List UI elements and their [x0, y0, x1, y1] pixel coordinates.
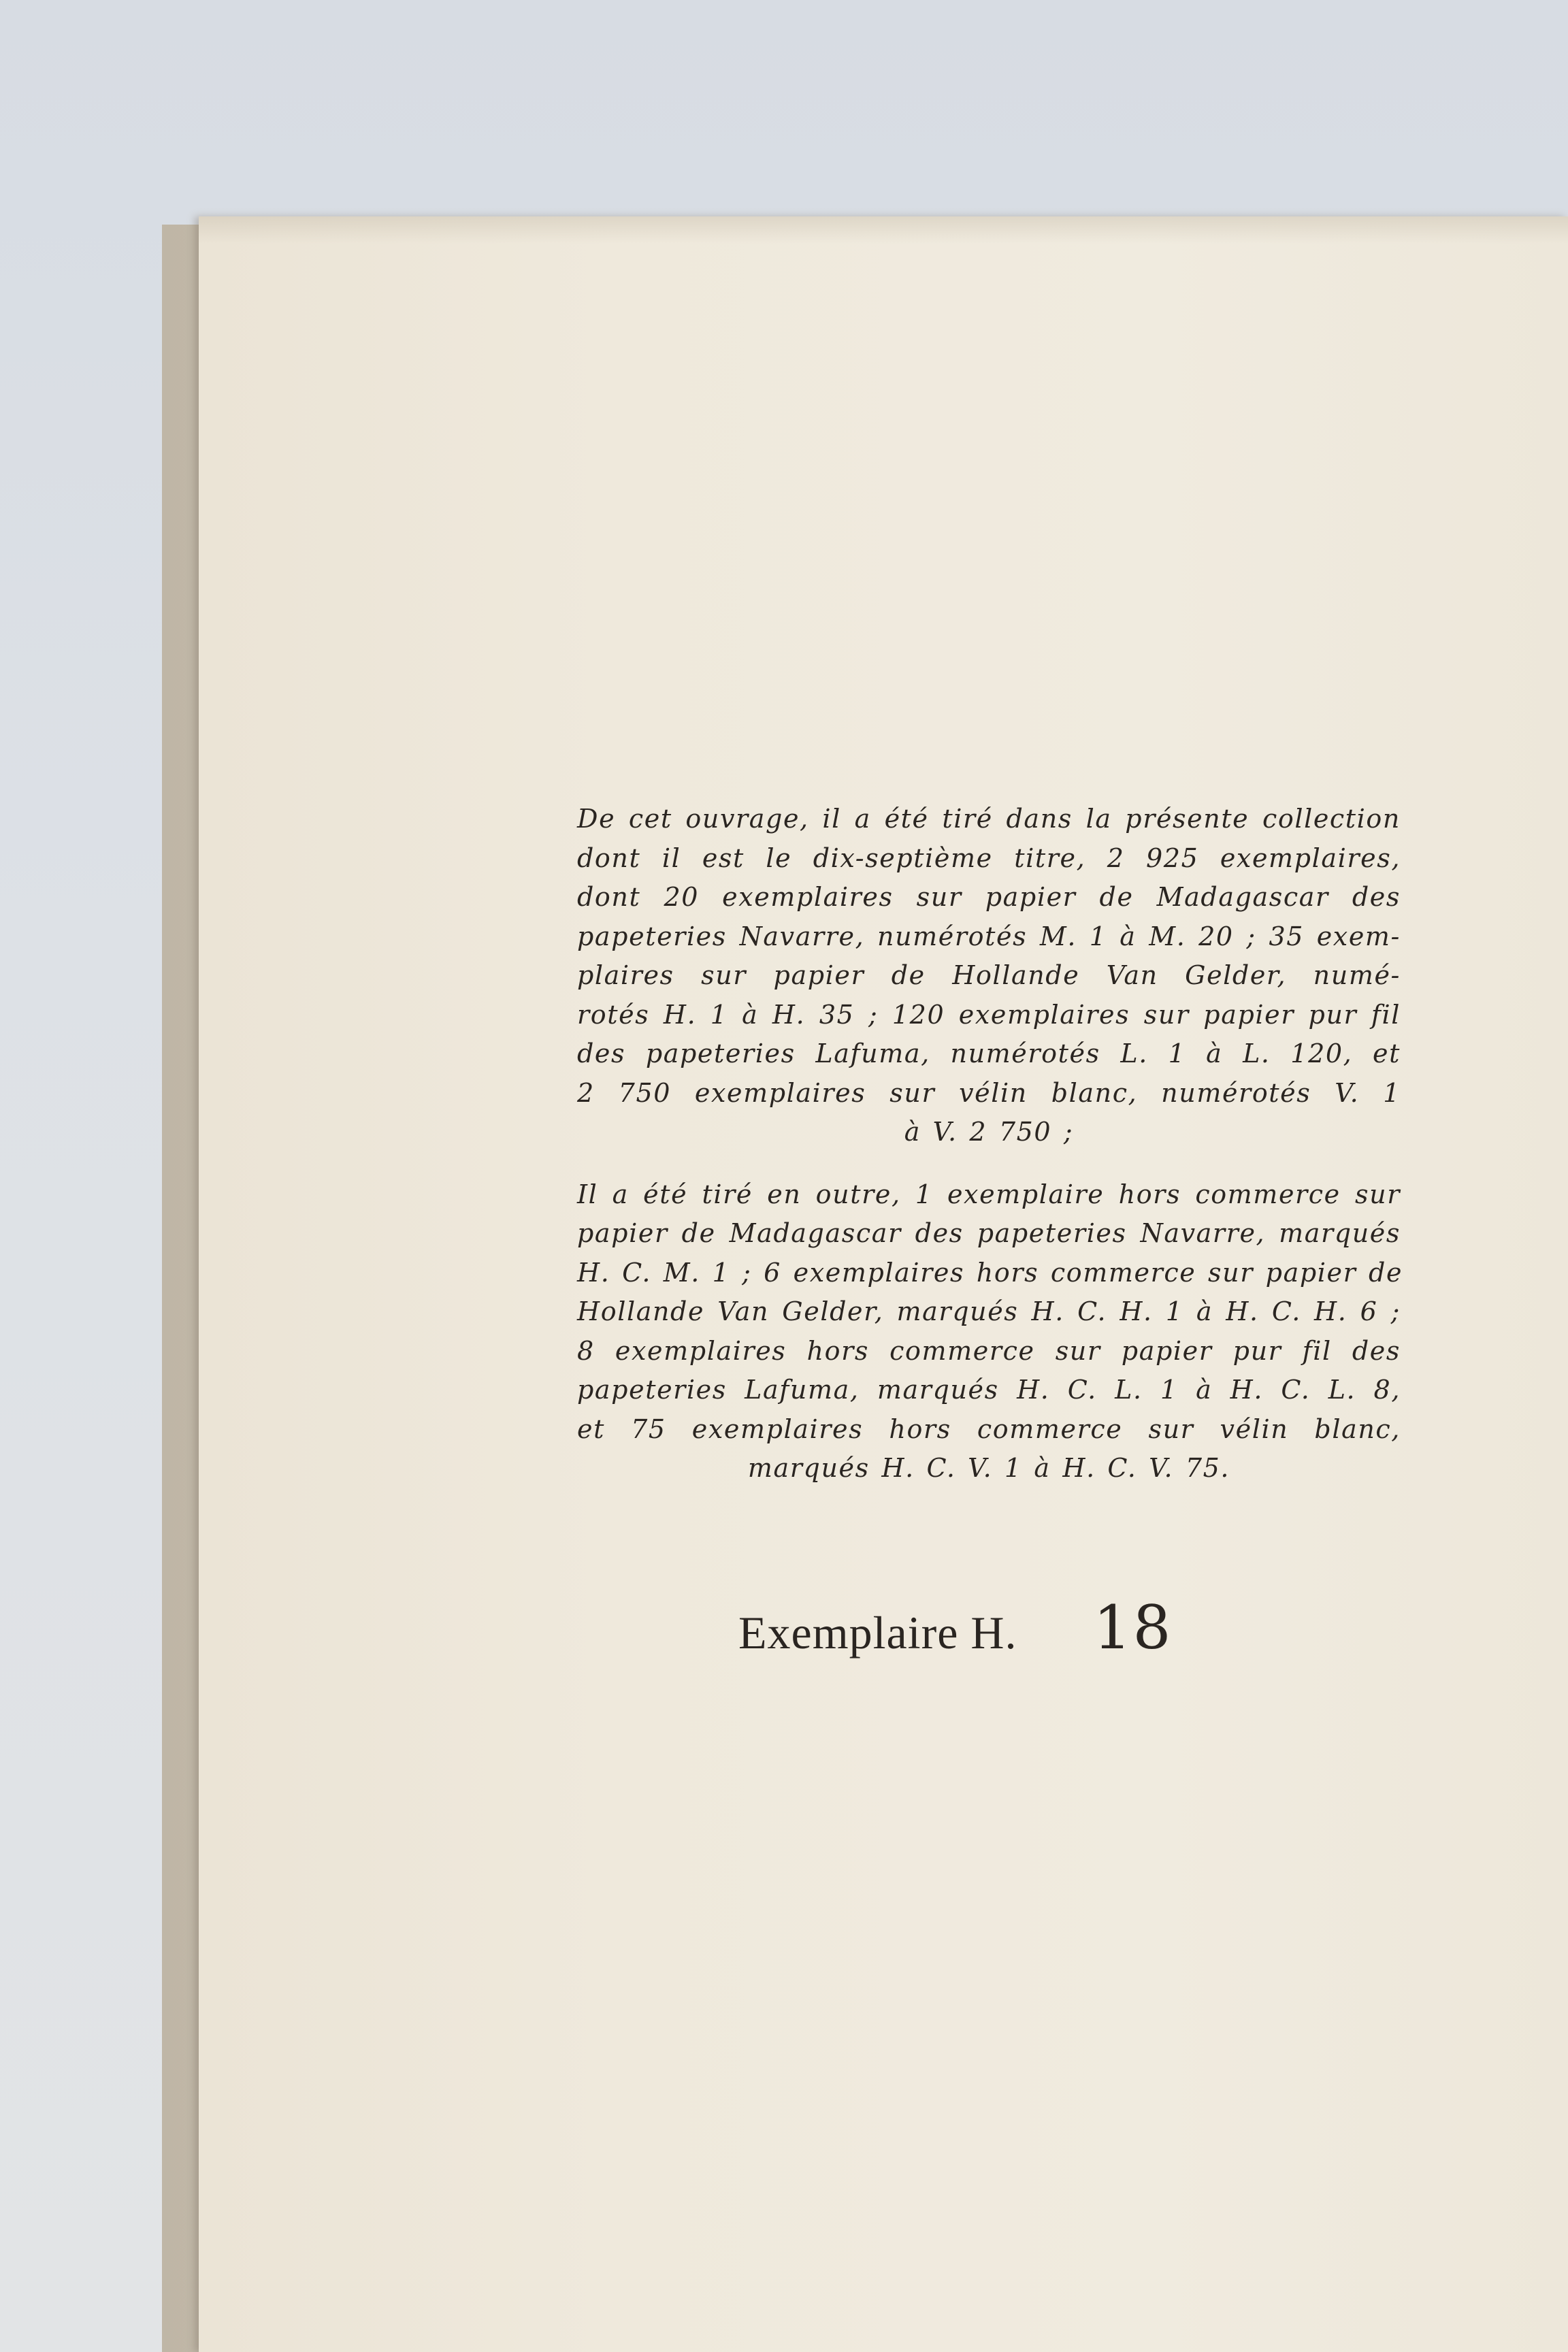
text-line: plaires sur papier de Hollande Van Gelder, numé- [577, 960, 1401, 990]
limitation-paragraph-2 [577, 1175, 1401, 1488]
text-line: 8 exemplaires hors commerce sur papier pur fil des [577, 1335, 1401, 1366]
text-line: dont 20 exemplaires sur papier de Madagascar des [577, 882, 1401, 912]
copy-number-label: Exemplaire H. [738, 1607, 1017, 1659]
text-line: 2 750 exemplaires sur vélin blanc, numérotés V. 1 [577, 1077, 1401, 1108]
copy-number [738, 1592, 1173, 1663]
text-line: et 75 exemplaires hors commerce sur vélin blanc, [577, 1414, 1401, 1444]
text-line: des papeteries Lafuma, numérotés L. 1 à L. 120, et [577, 1039, 1401, 1068]
text-line: papeteries Lafuma, marqués H. C. L. 1 à H. C. L. 8, [577, 1375, 1401, 1405]
text-line: rotés H. 1 à H. 35 ; 120 exemplaires sur papier pur fil [577, 999, 1401, 1030]
text-line: Il a été tiré en outre, 1 exemplaire hors commerce sur [577, 1179, 1401, 1209]
page-top-edge [199, 216, 1568, 244]
text-line: papeteries Navarre, numérotés M. 1 à M. 20 ; 35 exem- [577, 921, 1401, 951]
text-line: dont il est le dix-septième titre, 2 925 exemplaires, [577, 843, 1401, 873]
text-line: papier de Madagascar des papeteries Navarre, marqués [577, 1218, 1401, 1248]
limitation-paragraph-1 [577, 800, 1401, 1152]
text-line: marqués H. C. V. 1 à H. C. V. 75. [747, 1453, 1230, 1483]
text-line: à V. 2 750 ; [904, 1117, 1074, 1147]
text-line: H. C. M. 1 ; 6 exemplaires hors commerce sur papier de [577, 1257, 1403, 1288]
justification-du-tirage [577, 800, 1401, 1488]
text-line: Hollande Van Gelder, marqués H. C. H. 1 à H. C. H. 6 ; [577, 1296, 1401, 1326]
text-line: De cet ouvrage, il a été tiré dans la présente collection [577, 804, 1401, 834]
copy-number-value: 18 [1093, 1592, 1173, 1663]
